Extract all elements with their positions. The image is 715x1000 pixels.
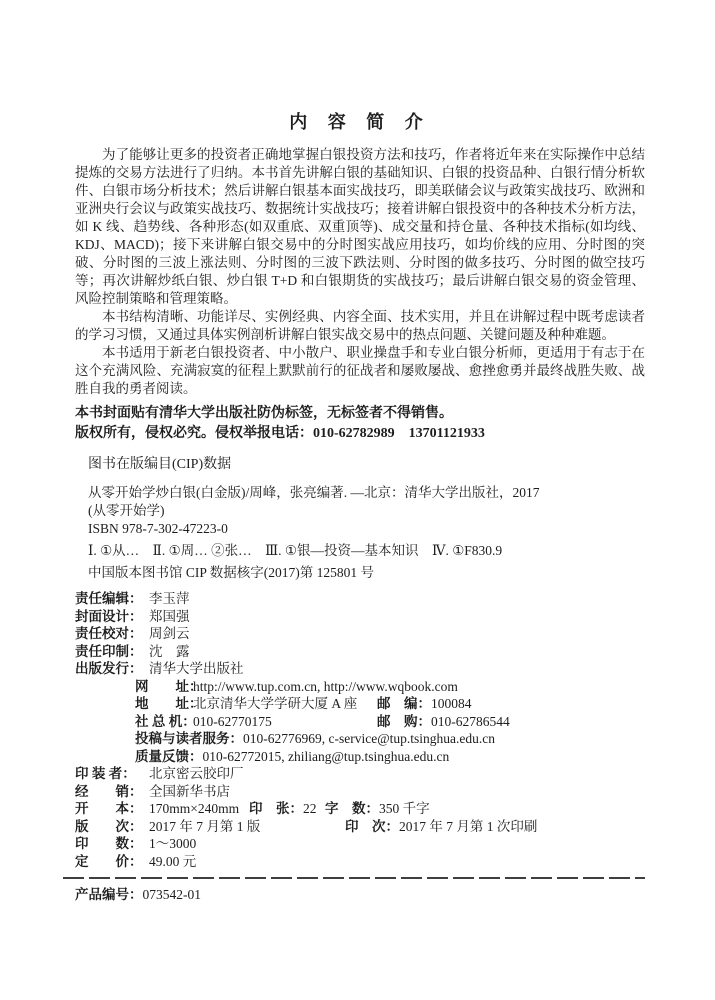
- product-number-value: 073542-01: [142, 887, 201, 902]
- dashed-divider: [63, 877, 645, 879]
- colophon-row-publisher: [75, 660, 645, 678]
- cip-series-line: (从零开始学): [88, 503, 165, 518]
- editor-value: 李玉萍: [149, 591, 190, 606]
- print-supervisor-label: 责任印制：: [75, 643, 143, 659]
- proofreader-label: 责任校对：: [75, 626, 143, 641]
- proofreader-value: 周剑云: [149, 626, 190, 641]
- colophon-row-website: [75, 678, 645, 696]
- sheets-label: 印 张：: [249, 801, 303, 816]
- editor-label: 责任编辑：: [75, 591, 143, 606]
- impression-label: 印 次：: [345, 818, 399, 834]
- colophon-row-print-supervisor: [75, 643, 645, 661]
- intro-paragraph-2: 本书结构清晰、功能详尽、实例经典、内容全面、技术实用，并且在讲解过程中既考虑读者的学习习惯，又通过具体实例剖析讲解白银实战交易中的热点问题、关键问题及种种难题。: [75, 309, 645, 342]
- printer-value: 北京密云胶印厂: [149, 766, 244, 781]
- cip-heading: 图书在版编目(CIP)数据: [88, 457, 232, 472]
- colophon-row-print-run: [75, 835, 645, 853]
- publisher-value: 清华大学出版社: [149, 661, 244, 676]
- colophon-row-distributor: [75, 783, 645, 801]
- print-supervisor-value: 沈 露: [149, 643, 190, 659]
- impression-value: 2017 年 7 月第 1 次印刷: [399, 818, 538, 834]
- colophon-row-quality-feedback: [75, 748, 645, 766]
- colophon-row-switchboard: [75, 713, 645, 731]
- reader-service-value: 010-62776969, c-service@tup.tsinghua.edu.cn: [243, 731, 495, 746]
- colophon-row-printer: [75, 765, 645, 783]
- cip-isbn-line: ISBN 978-7-302-47223-0: [88, 521, 228, 536]
- word-count-label: 字 数：: [325, 801, 379, 816]
- address-value: 北京清华大学学研大厦 A 座: [193, 696, 358, 711]
- cip-data-block: [88, 456, 645, 582]
- price-label: 定 价：: [75, 853, 143, 869]
- infringement-notice: 版权所有，侵权必究。侵权举报电话：010-62782989 13701121933: [75, 426, 485, 441]
- print-run-value: 1～3000: [149, 836, 197, 851]
- cip-record-number-line: 中国版本图书馆 CIP 数据核字(2017)第 125801 号: [88, 565, 374, 580]
- edition-value: 2017 年 7 月第 1 版: [149, 818, 261, 834]
- colophon-row-address: [75, 695, 645, 713]
- cip-title-line: 从零开始学炒白银(白金版)/周峰，张亮编著. —北京：清华大学出版社，2017: [88, 485, 540, 500]
- distributor-label: 经 销：: [75, 783, 143, 799]
- word-count-value: 350 千字: [379, 801, 430, 816]
- colophon-block: [75, 590, 645, 870]
- format-label: 开 本：: [75, 801, 143, 816]
- sheets-value: 22: [303, 801, 317, 816]
- copyright-notice-block: [75, 404, 645, 444]
- printer-label: 印 装 者：: [75, 766, 136, 781]
- colophon-row-editor: [75, 590, 645, 608]
- edition-label: 版 次：: [75, 818, 143, 834]
- reader-service-label: 投稿与读者服务：: [135, 731, 243, 746]
- intro-paragraph-1: 为了能够让更多的投资者正确地掌握白银投资方法和技巧，作者将近年来在实际操作中总结提炼的交易方法进行了归纳。本书首先讲解白银的基础知识、白银的投资品种、白银行情分析软件、白银市场分析技术；然后讲解白银基本面实战技巧，即美联储会议与政策实战技巧、欧洲和亚洲央行会议与政策实战技巧、数据统计实战技巧；接着讲解白银投资中的各种技术分析方法，如 K 线、趋势线、各种形态(如双重底、双重顶等)、成交量和持仓量、各种技术指标(如均线、KDJ、MACD)；接下来讲解白银交易中的分时图实战应用技巧，如均价线的应用、分时图的突破、分时图的三波上涨法则、分时图的三波下跌法则、分时图的做多技巧、分时图的做空技巧等；再次讲解炒纸白银、炒白银 T+D 和白银期货的实战技巧；最后讲解白银交易的资金管理、风险控制策略和管理策略。: [75, 147, 645, 306]
- quality-feedback-label: 质量反馈：: [135, 748, 203, 764]
- cover-design-label: 封面设计：: [75, 608, 143, 624]
- distributor-value: 全国新华书店: [149, 783, 230, 799]
- product-number-label: 产品编号：: [75, 887, 143, 902]
- postcode-value: 100084: [431, 696, 472, 711]
- colophon-row-reader-service: [75, 730, 645, 748]
- format-value: 170mm×240mm: [149, 801, 240, 816]
- colophon-row-edition: [75, 818, 645, 836]
- intro-paragraph-3: 本书适用于新老白银投资者、中小散户、职业操盘手和专业白银分析师，更适用于有志于在这个充满风险、充满寂寞的征程上默默前行的征战者和屡败屡战、愈挫愈勇并最终战胜失败、战胜自我的勇者阅读。: [75, 345, 645, 396]
- colophon-row-cover-design: [75, 608, 645, 626]
- switchboard-label: 社 总 机：: [135, 713, 196, 729]
- mail-order-value: 010-62786544: [431, 713, 510, 729]
- website-label: 网 址：: [135, 678, 203, 694]
- price-value: 49.00 元: [149, 853, 197, 869]
- product-number-line: [75, 886, 645, 904]
- cover-design-value: 郑国强: [149, 608, 190, 624]
- colophon-row-proofreader: [75, 625, 645, 643]
- postcode-label: 邮 编：: [377, 696, 431, 711]
- switchboard-value: 010-62770175: [193, 713, 272, 729]
- content-introduction: [75, 146, 645, 398]
- colophon-row-format: [75, 800, 645, 818]
- quality-feedback-value: 010-62772015, zhiliang@tup.tsinghua.edu.cn: [202, 748, 450, 764]
- address-label: 地 址：: [135, 696, 203, 711]
- colophon-row-price: [75, 853, 645, 871]
- mail-order-label: 邮 购：: [377, 713, 431, 729]
- print-run-label: 印 数：: [75, 836, 143, 851]
- website-value: http://www.tup.com.cn, http://www.wqbook.com: [193, 678, 458, 694]
- publisher-label: 出版发行：: [75, 661, 143, 676]
- cip-classification-line: Ⅰ. ①从… Ⅱ. ①周… ②张… Ⅲ. ①银—投资—基本知识 Ⅳ. ①F830.9: [88, 543, 503, 558]
- section-title: 内 容 简 介: [289, 112, 431, 132]
- anti-counterfeit-notice: 本书封面贴有清华大学出版社防伪标签，无标签者不得销售。: [75, 406, 453, 421]
